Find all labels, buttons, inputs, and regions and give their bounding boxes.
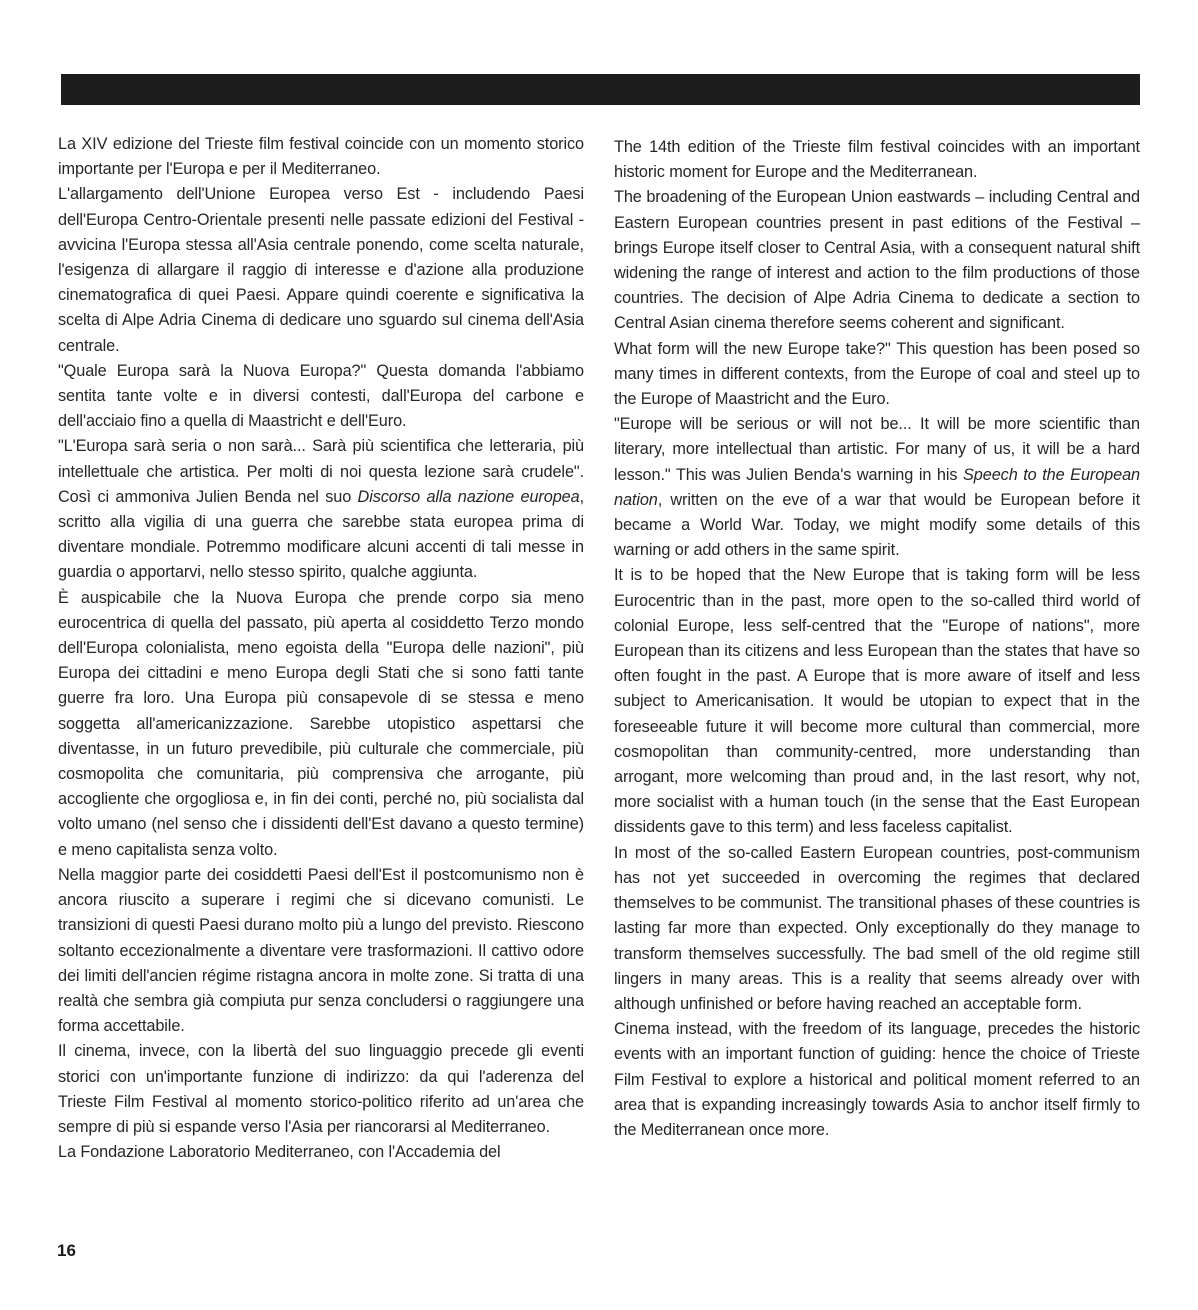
english-column: [614, 135, 1140, 1143]
english-paragraph-4: [614, 412, 1140, 563]
english-paragraph-4-start: "Europe will be serious or will not be... It will be more scientific than literary, more intellectual than artistic. For many of us, it will be a hard lesson." This was Julien Benda's warning in his: [614, 415, 1140, 484]
italian-paragraph-5: È auspicabile che la Nuova Europa che prende corpo sia meno eurocentrica di quella del passato, più aperta al cosiddetto Terzo mondo dell'Europa colonialista, meno egoista della "Europa delle nazioni", più Europa dei cittadini e meno Europa degli Stati che si sono fatti tante guerre fra loro. Una Europa più consapevole di se stessa e meno soggetta all'americanizzazione. Sarebbe utopistico aspettarsi che diventasse, in un futuro prevedibile, più culturale che commerciale, più cosmopolita che comunitaria, più comprensiva che arrogante, più accogliente che orgogliosa e, in fin dei conti, perché no, più socialista dal volto umano (nel senso che i dissidenti dell'Est davano a questo termine) e meno capitalista senza volto.: [58, 588, 584, 859]
english-paragraph-4-end: , written on the eve of a war that would be European before it became a World War. Today, we might modify some details of this warning or add others in the same spirit.: [614, 490, 1140, 560]
italian-paragraph-3: "Quale Europa sarà la Nuova Europa?" Questa domanda l'abbiamo sentita tante volte e in diversi contesti, dall'Europa del carbone e dell'acciaio fino a quella di Maastricht e dell'Euro.: [58, 361, 584, 431]
italian-book-title: Discorso alla nazione europea: [357, 487, 580, 506]
italian-paragraph-1: La XIV edizione del Trieste film festival coincide con un momento storico importante per l'Europa e per il Mediterraneo.: [58, 135, 584, 179]
english-paragraph-5: It is to be hoped that the New Europe that is taking form will be less Eurocentric than in the past, more open to the so-called third world of colonial Europe, less self-centred that the "Europe of nations", more European than its citizens and less European than the states that have so often fought in the past. A Europe that is more aware of itself and less subject to Americanisation. It would be utopian to expect that in the foreseeable future it will become more cultural than commercial, more cosmopolitan than community-centred, more understanding than arrogant, more welcoming than proud and, in the last resort, why not, more socialist with a human touch (in the sense that the East European dissidents gave to this term) and less faceless capitalist.: [614, 566, 1140, 837]
header-bar: [61, 74, 1140, 105]
italian-column: [58, 132, 584, 1165]
italian-paragraph-4-start: "L'Europa sarà seria o non sarà... Sarà più scientifica che letteraria, più intellettuale che artistica. Per molti di noi questa lezione sarà crudele". Così ci ammoniva Julien Benda nel suo: [58, 437, 584, 506]
english-paragraph-2: The broadening of the European Union eastwards – including Central and Eastern European countries present in past editions of the Festival – brings Europe itself closer to Central Asia, with a consequent natural shift widening the range of interest and action to the film productions of those countries. The decision of Alpe Adria Cinema to dedicate a section to Central Asian cinema therefore seems coherent and significant.: [614, 188, 1140, 333]
italian-paragraph-4: [58, 434, 584, 585]
italian-paragraph-6: Nella maggior parte dei cosiddetti Paesi dell'Est il postcomunismo non è ancora riuscito a superare i regimi che si dicevano comunisti. Le transizioni di questi Paesi durano molto più a lungo del previsto. Riescono soltanto eccezionalmente a diventare vere trasformazioni. Il cattivo odore dei limiti dell'ancien régime ristagna ancora in molte zone. Si tratta di una realtà che sembra già compiuta pur senza concludersi o raggiungere una forma accettabile.: [58, 865, 584, 1036]
english-paragraph-7: Cinema instead, with the freedom of its language, precedes the historic events with an important function of guiding: hence the choice of Trieste Film Festival to explore a historical and political moment referred to an area that is expanding increasingly towards Asia to anchor itself firmly to the Mediterranean once more.: [614, 1020, 1140, 1139]
italian-paragraph-8: La Fondazione Laboratorio Mediterraneo, con l'Accademia del: [58, 1143, 501, 1162]
english-paragraph-6: In most of the so-called Eastern European countries, post-communism has not yet succeeded in overcoming the regimes that declared themselves to be communist. The transitional phases of these countries is lasting far more than expected. Only exceptionally do they manage to transform themselves successfully. The bad smell of the old regime still lingers in many areas. This is a reality that seems already over with although unfinished or before having reached an acceptable form.: [614, 843, 1140, 1013]
italian-paragraph-7: Il cinema, invece, con la libertà del suo linguaggio precede gli eventi storici con un'importante funzione di indirizzo: da qui l'aderenza del Trieste Film Festival al momento storico-politico riferito ad un'area che sempre di più si espande verso l'Asia per riancorarsi al Mediterraneo.: [58, 1042, 584, 1136]
italian-paragraph-4-end: , scritto alla vigilia di una guerra che sarebbe stata europea prima di diventare mondiale. Potremmo modificare alcuni accenti di tali messe in guardia o apportarvi, nello stesso spirito, qualche aggiunta.: [58, 487, 584, 582]
english-book-title: Speech to the European nation: [614, 465, 1140, 509]
english-paragraph-1: The 14th edition of the Trieste film festival coincides with an important historic moment for Europe and the Mediterranean.: [614, 138, 1140, 182]
english-paragraph-3: What form will the new Europe take?" This question has been posed so many times in different contexts, from the Europe of coal and steel up to the Europe of Maastricht and the Euro.: [614, 339, 1140, 409]
italian-paragraph-2: L'allargamento dell'Unione Europea verso Est - includendo Paesi dell'Europa Centro-Orientale presenti nelle passate edizioni del Festival - avvicina l'Europa stessa all'Asia centrale ponendo, come scelta naturale, l'esigenza di allargare il raggio di interesse e d'azione alla produzione cinematografica di quei Paesi. Appare quindi coerente e significativa la scelta di Alpe Adria Cinema di dedicare uno sguardo sul cinema dell'Asia centrale.: [58, 185, 584, 355]
page-number: 16: [57, 1241, 76, 1260]
